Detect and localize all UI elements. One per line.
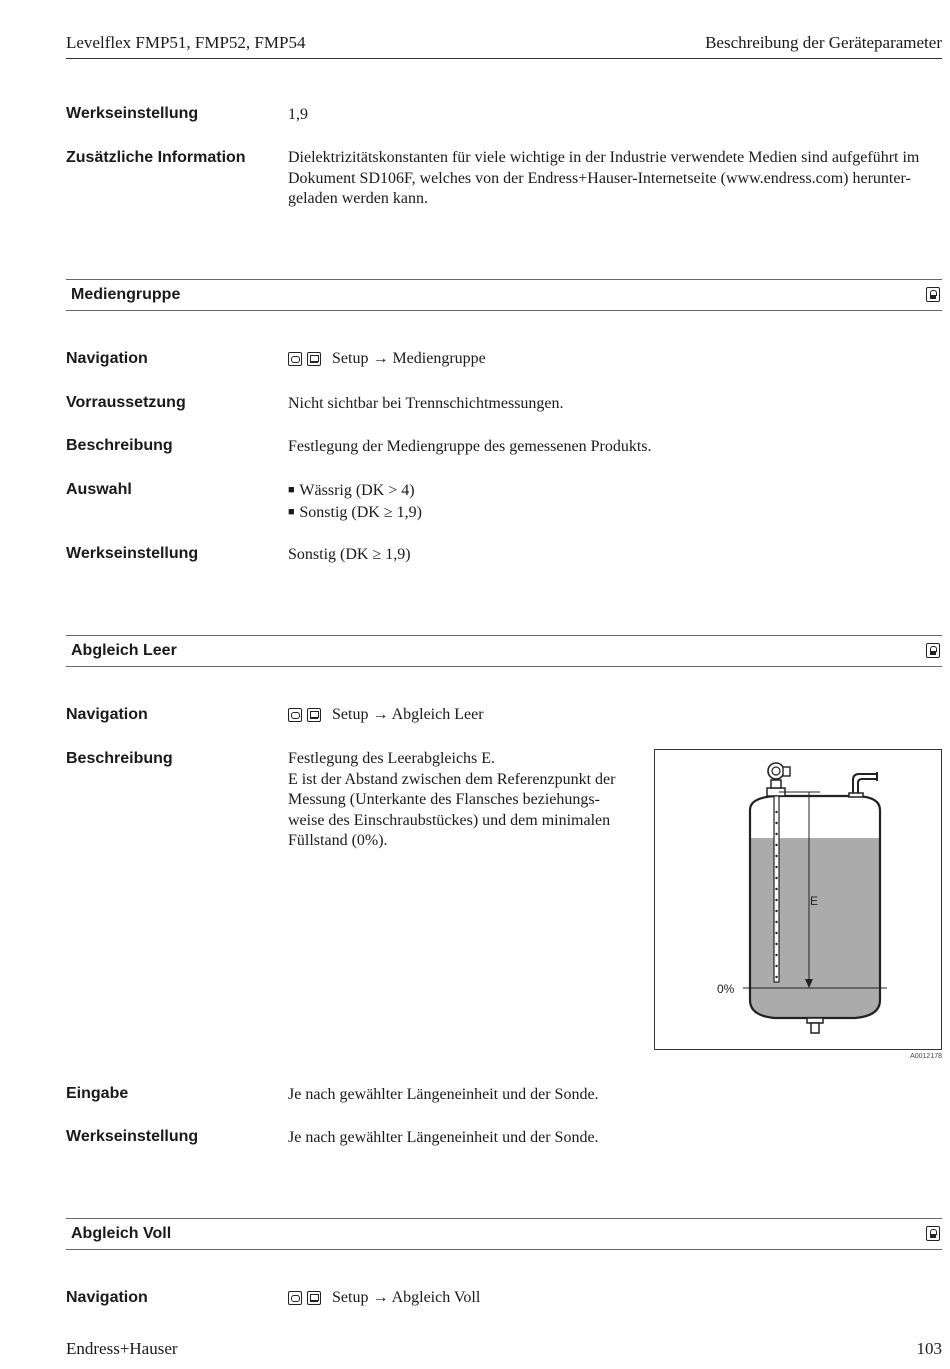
section-header-abgleich-leer — [66, 635, 942, 667]
header-document-title: Levelflex FMP51, FMP52, FMP54 — [66, 33, 306, 52]
probe-marker — [775, 932, 777, 934]
tank-empty-calibration-figure — [654, 749, 942, 1050]
lock-icon — [926, 643, 940, 658]
probe-marker — [775, 811, 777, 813]
transmitter-head — [767, 763, 790, 796]
probe-marker — [775, 833, 777, 835]
factory-setting-label: Werkseinstellung — [66, 545, 199, 562]
probe-marker — [775, 877, 777, 879]
dimension-label-e: E — [810, 894, 819, 908]
section-title: Abgleich Leer — [71, 642, 177, 659]
navigation-path — [288, 350, 486, 368]
navigation-label: Navigation — [66, 1289, 148, 1306]
section-title: Mediengruppe — [71, 286, 181, 303]
factory-setting-label: Werkseinstellung — [66, 1128, 199, 1145]
lock-icon — [926, 287, 940, 302]
prerequisite-value: Nicht sichtbar bei Trennschichtmessungen. — [288, 395, 564, 412]
description-label: Beschreibung — [66, 437, 173, 454]
description-value: Festlegung der Mediengruppe des gemessenen Produkts. — [288, 438, 652, 455]
additional-info-text — [288, 148, 942, 210]
list-item: ■ Wässrig (DK > 4) — [288, 480, 422, 502]
list-item: ■ Sonstig (DK ≥ 1,9) — [288, 502, 422, 524]
navigation-path — [288, 1289, 480, 1307]
display-menu-icon — [307, 1291, 321, 1305]
navigation-path-text: Setup → Abgleich Leer — [332, 706, 484, 723]
operating-menu-icon — [288, 708, 302, 722]
probe-marker — [775, 844, 777, 846]
factory-setting-value: 1,9 — [288, 106, 308, 123]
zero-percent-label: 0% — [717, 982, 735, 996]
probe-marker — [775, 822, 777, 824]
additional-info-line: geladen werden kann. — [288, 190, 428, 207]
figure-code: A0012178 — [910, 1053, 942, 1060]
factory-setting-value: Je nach gewählter Längeneinheit und der Sonde. — [288, 1129, 599, 1146]
section-title: Abgleich Voll — [71, 1225, 172, 1242]
operating-menu-icon — [288, 1291, 302, 1305]
factory-setting-label: Werkseinstellung — [66, 105, 199, 122]
display-menu-icon — [307, 708, 321, 722]
description-line: weise des Einschraubstückes) und dem minimalen — [288, 811, 611, 829]
additional-info-line: Dielektrizitätskonstanten für viele wichtige in der Industrie verwendete Medien sind aufgeführt im — [288, 149, 920, 166]
tank-diagram — [655, 750, 941, 1049]
probe-marker — [775, 910, 777, 912]
probe-marker — [775, 921, 777, 923]
operating-menu-icon — [288, 352, 302, 366]
description-line: Messung (Unterkante des Flansches beziehungs- — [288, 791, 600, 808]
header-rule — [66, 58, 942, 59]
additional-info-label: Zusätzliche Information — [66, 149, 246, 166]
section-header-mediengruppe — [66, 279, 942, 311]
probe-marker — [775, 866, 777, 868]
probe-marker — [775, 954, 777, 956]
description-line: E ist der Abstand zwischen dem Referenzpunkt der — [288, 770, 616, 788]
navigation-path-text: Setup → Abgleich Voll — [332, 1289, 481, 1306]
probe-marker — [775, 855, 777, 857]
probe-marker — [775, 965, 777, 967]
navigation-path-text: Setup → Mediengruppe — [332, 350, 486, 367]
input-label: Eingabe — [66, 1085, 129, 1102]
probe-marker — [775, 976, 777, 978]
input-value: Je nach gewählter Längeneinheit und der Sonde. — [288, 1086, 599, 1103]
description-line: Festlegung des Leerabgleichs E. — [288, 750, 496, 767]
footer-company: Endress+Hauser — [66, 1339, 178, 1358]
liquid-fill — [750, 838, 880, 1023]
display-menu-icon — [307, 352, 321, 366]
prerequisite-label: Vorraussetzung — [66, 394, 186, 411]
additional-info-line: Dokument SD106F, welches von der Endress+Hauser-Internetseite (www.endress.com) herunter- — [288, 169, 911, 187]
selection-list — [288, 480, 422, 523]
factory-setting-value: Sonstig (DK ≥ 1,9) — [288, 546, 411, 563]
section-header-abgleich-voll — [66, 1218, 942, 1250]
header-chapter-title: Beschreibung der Geräteparameter — [705, 33, 942, 52]
description-line: Füllstand (0%). — [288, 832, 388, 849]
navigation-path — [288, 706, 484, 724]
probe-marker — [775, 943, 777, 945]
navigation-label: Navigation — [66, 350, 148, 367]
description-text — [288, 749, 615, 852]
description-label: Beschreibung — [66, 750, 173, 767]
page-number: 103 — [916, 1339, 942, 1358]
lock-icon — [926, 1226, 940, 1241]
navigation-label: Navigation — [66, 706, 148, 723]
probe-marker — [775, 888, 777, 890]
selection-label: Auswahl — [66, 481, 132, 498]
probe-marker — [775, 899, 777, 901]
